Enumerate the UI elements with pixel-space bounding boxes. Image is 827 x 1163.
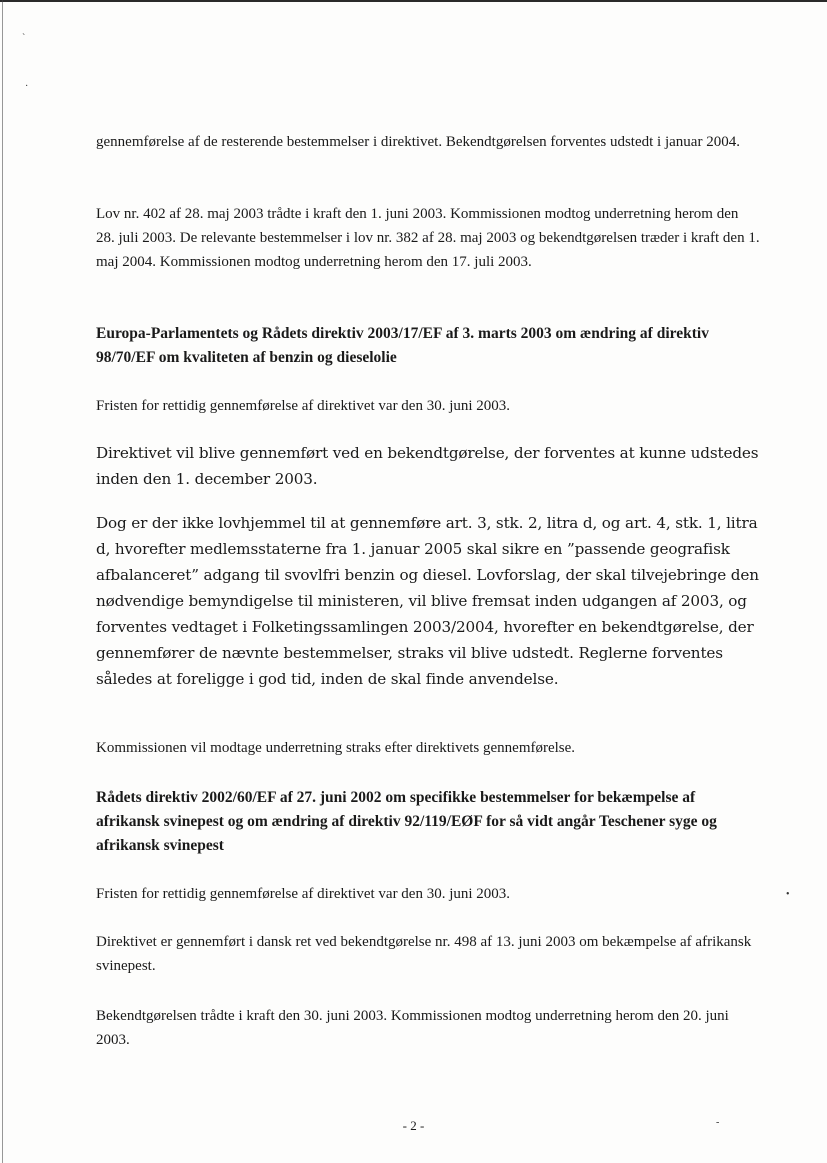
scan-speck: - (716, 1117, 720, 1128)
paragraph: Fristen for rettidig gennemførelse af direktivet var den 30. juni 2003. (96, 398, 511, 414)
scan-speck: ` (22, 33, 26, 44)
left-edge-rule (2, 0, 3, 1163)
paragraph: Fristen for rettidig gennemførelse af direktivet var den 30. juni 2003. (96, 886, 511, 902)
top-edge-rule (0, 0, 827, 2)
scan-speck: • (786, 889, 790, 900)
section-heading: Europa-Parlamentets og Rådets direktiv 2003/17/EF af 3. marts 2003 om ændring af direktiv 98/70/EF om kvaliteten af benzin og dieselolie (96, 325, 709, 366)
section-heading: Rådets direktiv 2002/60/EF af 27. juni 2002 om specifikke bestemmelser for bekæmpelse af afrikansk svinepest og om ændring af direktiv 92/119/EØF for så vidt angår Teschener syge og afrikansk svinepest (96, 789, 717, 854)
paragraph: Direktivet er gennemført i dansk ret ved bekendtgørelse nr. 498 af 13. juni 2003 om bekæmpelse af afrikansk svinepest. (96, 934, 752, 974)
paragraph: Bekendtgørelsen trådte i kraft den 30. juni 2003. Kommissionen modtog underretning herom den 20. juni 2003. (96, 1008, 729, 1048)
page-number: - 2 - (402, 1118, 425, 1133)
paragraph: Lov nr. 402 af 28. maj 2003 trådte i kraft den 1. juni 2003. Kommissionen modtog underretning herom den 28. juli 2003. De relevante bestemmelser i lov nr. 382 af 28. maj 2003 og bekendtgørelsen træder i kraft den 1. maj 2004. Kommissionen modtog underretning herom den 17. juli 2003. (96, 206, 760, 270)
paragraph: Kommissionen vil modtage underretning straks efter direktivets gennemførelse. (96, 740, 576, 756)
paragraph: Direktivet vil blive gennemført ved en bekendtgørelse, der forventes at kunne udstedes inden den 1. december 2003. (96, 444, 759, 488)
scan-speck: · (25, 81, 29, 92)
paragraph: Dog er der ikke lovhjemmel til at gennemføre art. 3, stk. 2, litra d, og art. 4, stk. 1, litra d, hvorefter medlemsstaterne fra 1. januar 2005 skal sikre en ”passende geografisk afbalanceret” adgang til svovlfri benzin og diesel. Lovforslag, der skal tilvejebringe den nødvendige bemyndigelse til ministeren, vil blive fremsat inden udgangen af 2003, og forventes vedtaget i Folketingssamlingen 2003/2004, hvorefter en bekendtgørelse, der gennemfører de nævnte bestemmelser, straks vil blive udstedt. Reglerne forventes således at foreligge i god tid, inden de skal finde anvendelse. (96, 514, 759, 688)
paragraph: gennemførelse af de resterende bestemmelser i direktivet. Bekendtgørelsen forventes udstedt i januar 2004. (96, 134, 740, 150)
